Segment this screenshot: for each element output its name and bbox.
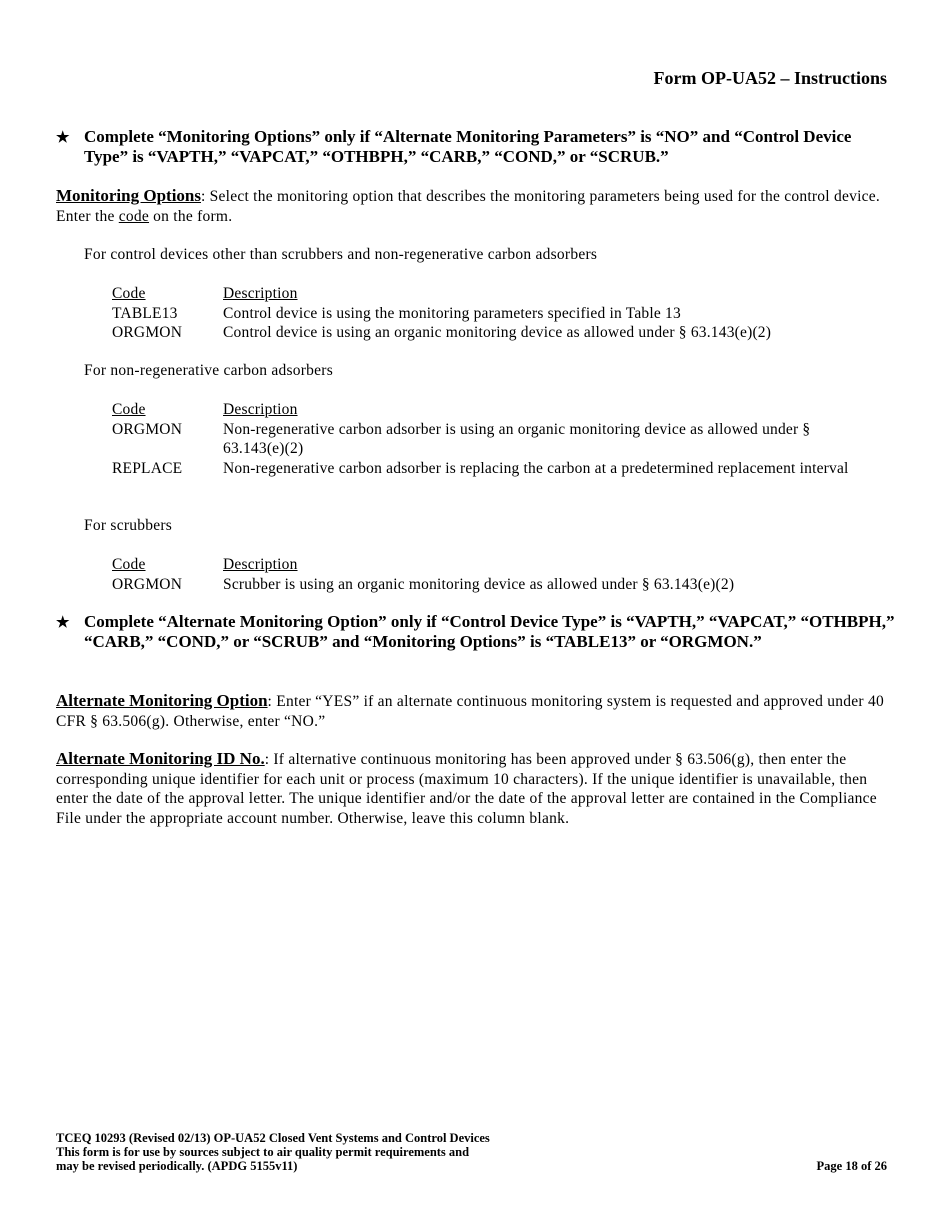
note-monitoring-options xyxy=(56,127,896,167)
monitoring-options-code: code xyxy=(118,207,150,225)
footer-line: may be revised periodically. (APDG 5155v11) xyxy=(56,1159,298,1173)
alternate-monitoring-option-paragraph xyxy=(56,691,894,731)
table-row xyxy=(112,575,872,595)
alternate-monitoring-option-text: : Enter “YES” if an alternate continuous monitoring system is requested and approved under 40 CFR § 63.506(g). Otherwise, enter “NO.” xyxy=(56,693,884,730)
description-cell: Non-regenerative carbon adsorber is replacing the carbon at a predetermined replacement interval xyxy=(223,459,849,477)
page-header-title: Form OP-UA52 – Instructions xyxy=(653,68,887,88)
group-intro: For non-regenerative carbon adsorbers xyxy=(84,362,333,379)
code-header: Code xyxy=(112,401,146,418)
star-icon: ★ xyxy=(56,130,70,146)
monitoring-options-text-b: on the form. xyxy=(149,207,233,225)
alternate-monitoring-option-label: Alternate Monitoring Option xyxy=(56,691,268,710)
description-header: Description xyxy=(223,285,298,302)
footer-line: TCEQ 10293 (Revised 02/13) OP-UA52 Closed Vent Systems and Control Devices xyxy=(56,1131,490,1145)
code-cell: ORGMON xyxy=(112,575,183,593)
description-header: Description xyxy=(223,556,298,573)
note-text: Complete “Alternate Monitoring Option” only if “Control Device Type” is “VAPTH,” “VAPCAT,” “OTHBPH,” “CARB,” “COND,” or “SCRUB” and “Monitoring Options” is “TABLE13” or “ORGMON.” xyxy=(84,612,895,651)
table-header-row xyxy=(112,284,872,304)
description-header: Description xyxy=(223,401,298,418)
code-table xyxy=(112,555,872,594)
star-icon: ★ xyxy=(56,615,70,631)
monitoring-options-text-a: : Select the monitoring option that describes the monitoring parameters being used for the control device. Enter the xyxy=(56,188,881,225)
group-intro: For scrubbers xyxy=(84,517,173,534)
alternate-monitoring-id-label: Alternate Monitoring ID No. xyxy=(56,749,265,768)
description-cell: Control device is using an organic monitoring device as allowed under § 63.143(e)(2) xyxy=(223,324,772,341)
alternate-monitoring-id-paragraph xyxy=(56,749,894,828)
table-row xyxy=(112,323,872,343)
table-header-row xyxy=(112,555,872,575)
monitoring-options-label: Monitoring Options xyxy=(56,186,201,205)
code-cell: ORGMON xyxy=(112,324,183,341)
description-cell: Scrubber is using an organic monitoring device as allowed under § 63.143(e)(2) xyxy=(223,575,735,593)
table-row xyxy=(112,459,872,479)
description-cell: Control device is using the monitoring parameters specified in Table 13 xyxy=(223,304,681,322)
note-text: Complete “Monitoring Options” only if “Alternate Monitoring Parameters” is “NO” and “Control Device Type” is “VAPTH,” “VAPCAT,” “OTHBPH,” “CARB,” “COND,” or “SCRUB.” xyxy=(84,127,852,166)
table-header-row xyxy=(112,400,872,420)
group-intro: For control devices other than scrubbers and non-regenerative carbon adsorbers xyxy=(84,246,598,263)
table-row xyxy=(112,420,872,459)
code-cell: REPLACE xyxy=(112,459,183,477)
code-cell: ORGMON xyxy=(112,420,183,438)
code-cell: TABLE13 xyxy=(112,304,178,322)
code-table xyxy=(112,284,872,343)
footer-line: This form is for use by sources subject to air quality permit requirements and xyxy=(56,1145,470,1159)
note-alternate-monitoring xyxy=(56,612,896,652)
footer xyxy=(56,1131,490,1173)
description-cell: Non-regenerative carbon adsorber is using an organic monitoring device as allowed under § 63.143(e)(2) xyxy=(223,420,811,457)
code-header: Code xyxy=(112,556,146,573)
alternate-monitoring-id-text: : If alternative continuous monitoring has been approved under § 63.506(g), then enter the corresponding unique identifier for each unit or process (maximum 10 characters). If the unique identifier is unavailable, then enter the date of the approval letter. The unique identifier and/or the date of the approval letter are contained in the Compliance File under the appropriate account number. Otherwise, leave this column blank. xyxy=(56,751,877,827)
code-table xyxy=(112,400,872,478)
page-number: Page 18 of 26 xyxy=(816,1159,887,1173)
code-header: Code xyxy=(112,285,146,302)
monitoring-options-paragraph xyxy=(56,186,894,226)
table-row xyxy=(112,304,872,324)
